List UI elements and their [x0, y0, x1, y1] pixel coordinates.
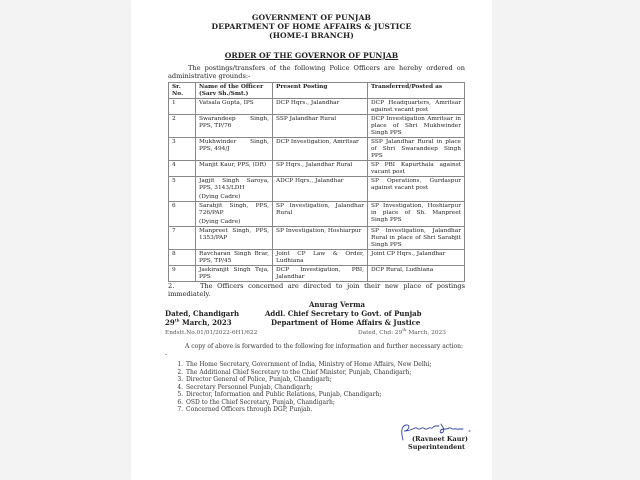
cell-officer-name [196, 266, 273, 282]
endorsement-date-rest: March, 2023 [406, 330, 446, 336]
table-row [169, 115, 465, 138]
header-department: DEPARTMENT OF HOME AFFAIRS & JUSTICE [211, 22, 412, 31]
cell-transferred-as: SSP Jalandhar Rural in place of Shri Swarandeep Singh PPS [368, 138, 465, 161]
cell-transferred-as: SP Investigation, Hoshiarpur in place of Sh. Manpreet Singh PPS [368, 202, 465, 227]
recipient-item: 4. Secretary Personnel Punjab, Chandigarh; [185, 384, 475, 392]
header-government: GOVERNMENT OF PUNJAB [251, 13, 372, 22]
table-row [169, 227, 465, 250]
signatory-department: Department of Home Affairs & Justice [271, 318, 421, 327]
officer-name: Sarabjit Singh, PPS, 726/PAP [199, 202, 269, 216]
endorsement-date-suffix: th [402, 327, 407, 333]
officer-name: Ravcharan Singh Brar, PPS, TP/45 [199, 250, 269, 264]
cell-present-posting: SSP Jalandhar Rural [273, 115, 368, 138]
table-row [169, 250, 465, 266]
cell-officer-name [196, 250, 273, 266]
officer-name: Jaskiranjit Singh Teja, PPS [199, 266, 269, 280]
endorsement-line [165, 327, 465, 336]
paragraph-text: The Officers concerned are directed to join their new place of postings immediately. [168, 282, 465, 298]
cell-officer-name [196, 115, 273, 138]
table-row [169, 99, 465, 115]
officer-name: Manpreet Singh, PPS, 1353/PAP [199, 227, 269, 241]
cell-officer-name [196, 161, 273, 177]
cell-sr-no: 4 [169, 161, 196, 177]
table-row [169, 161, 465, 177]
table-row [169, 138, 465, 161]
recipient-item: 3. Director General of Police, Punjab, Chandigarh; [185, 376, 475, 384]
cell-present-posting: ADCP Hqrs., Jalandhar [273, 177, 368, 202]
paragraph-number: 2. [168, 282, 175, 290]
header-branch: (HOME-I BRANCH) [269, 31, 354, 40]
cell-present-posting: DCP Investigation, Amritsar [273, 138, 368, 161]
recipient-item: 6. OSD to the Chief Secretary, Punjab, Chandigarh; [185, 399, 475, 407]
cell-sr-no: 8 [169, 250, 196, 266]
header-officer-name: Name of the Officer (Sarv Sh./Smt.) [196, 83, 273, 99]
cell-sr-no: 6 [169, 202, 196, 227]
cell-present-posting: Joint CP Law & Order, Ludhiana [273, 250, 368, 266]
table-row [169, 177, 465, 202]
superintendent-name: (Ravneet Kaur) [412, 435, 468, 443]
dated-date [165, 318, 232, 327]
header-transferred-as: Transferred/Posted as [368, 83, 465, 99]
intro-paragraph: The postings/transfers of the following Police Officers are hereby ordered on administrative grounds:- [168, 64, 465, 80]
cell-sr-no: 7 [169, 227, 196, 250]
cell-transferred-as: DCP Headquarters, Amritsar against vacant post [368, 99, 465, 115]
cell-present-posting: DCP Hqrs., Jalandhar [273, 99, 368, 115]
recipient-item: 7. Concerned Officers through DGP, Punjab. [185, 406, 475, 414]
cell-present-posting: SP Investigation, Hoshiarpur [273, 227, 368, 250]
cell-officer-name [196, 138, 273, 161]
date-rest: March, 2023 [179, 318, 232, 327]
endorsement-date-prefix: Dated, Chd: 29 [358, 330, 403, 336]
table-row [169, 202, 465, 227]
endorsement-number: Endstt.No.01/01/2022-6H1/622 [165, 330, 258, 336]
recipient-item: 1. The Home Secretary, Government of India, Ministry of Home Affairs, New Delhi; [185, 361, 475, 369]
cell-officer-name [196, 99, 273, 115]
table-body [169, 99, 465, 282]
officer-cadre-note: (Dying Cadre) [199, 193, 241, 200]
officer-cadre-note: (Dying Cadre) [199, 218, 241, 225]
order-title: ORDER OF THE GOVERNOR OF PUNJAB [224, 51, 399, 60]
officers-table [168, 82, 465, 282]
header-sr-no: Sr. No. [169, 83, 196, 99]
table-row [169, 266, 465, 282]
officer-name: Jagjit Singh Saroya, PPS, 3143/LDH [199, 177, 269, 191]
recipients-list [171, 361, 475, 414]
signatory-name: Anurag Verma [308, 300, 366, 309]
cell-sr-no: 5 [169, 177, 196, 202]
cell-present-posting: SP Investigation, Jalandhar Rural [273, 202, 368, 227]
cell-sr-no: 9 [169, 266, 196, 282]
document-page [131, 0, 492, 480]
copy-forward-text: A copy of above is forwarded to the following for information and further necessary action: - [165, 343, 463, 358]
cell-transferred-as: SP PBI Kapurthala against vacant post [368, 161, 465, 177]
cell-sr-no: 3 [169, 138, 196, 161]
dated-place: Dated, Chandigarh [165, 309, 240, 318]
cell-officer-name [196, 202, 273, 227]
officer-name: Manjit Kaur, PPS, (DR) [199, 161, 267, 168]
superintendent-signature-block [381, 420, 491, 460]
cell-transferred-as: Joint CP Hqrs., Jalandhar [368, 250, 465, 266]
cell-officer-name [196, 177, 273, 202]
officer-name: Vatsala Gupta, IPS [199, 99, 254, 106]
cell-present-posting: SP Hqrs., Jalandhar Rural [273, 161, 368, 177]
cell-transferred-as: DCP Rural, Ludhiana [368, 266, 465, 282]
signatory-designation: Addl. Chief Secretary to Govt. of Punjab [265, 309, 422, 318]
recipient-item: 2. The Additional Chief Secretary to the Chief Minister, Punjab, Chandigarh; [185, 369, 475, 377]
cell-transferred-as: DCP Investigation Amritsar in place of Shri Mukhwinder Singh PPS [368, 115, 465, 138]
endorsement-date [358, 327, 446, 336]
officer-name: Mukhwinder Singh, PPS, 494/J [199, 138, 269, 152]
table-header-row [169, 83, 465, 99]
cell-sr-no: 1 [169, 99, 196, 115]
superintendent-title: Superintendent [408, 443, 465, 451]
cell-present-posting: DCP Investigation, PBI, Jalandhar [273, 266, 368, 282]
header-present-posting: Present Posting [273, 83, 368, 99]
cell-officer-name [196, 227, 273, 250]
date-day: 29 [165, 318, 175, 327]
officer-name: Swarandeep Singh, PPS, TP/76 [199, 115, 269, 129]
paragraph-2 [168, 282, 465, 298]
cell-sr-no: 2 [169, 115, 196, 138]
cell-transferred-as: SP Operations, Gurdaspur against vacant post [368, 177, 465, 202]
date-suffix: th [174, 317, 180, 323]
cell-transferred-as: SP Investigation, Jalandhar Rural in place of Shri Sarabjit Singh PPS [368, 227, 465, 250]
recipient-item: 5. Director, Information and Public Relations, Punjab, Chandigarh; [185, 391, 475, 399]
